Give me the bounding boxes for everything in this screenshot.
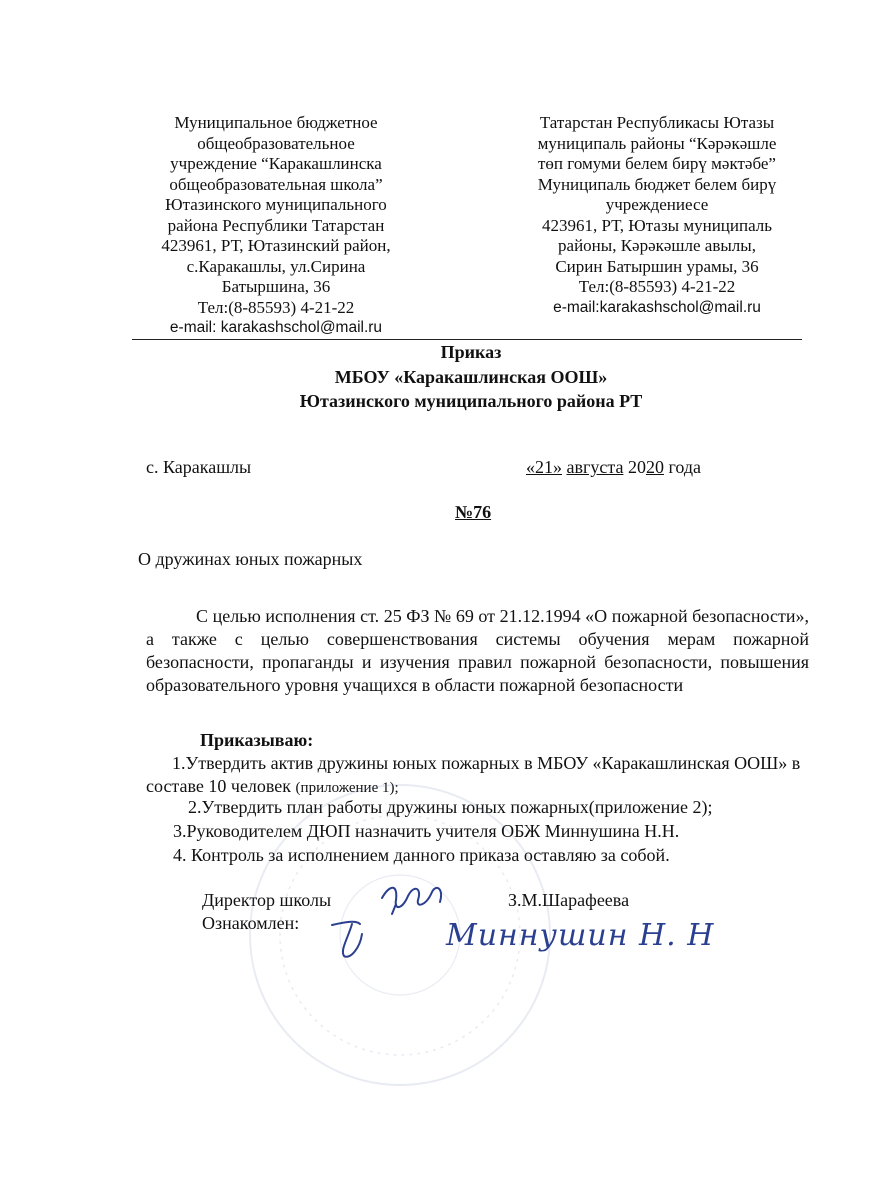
header-right-line: муниципаль районы “Кәрәкәшле — [537, 133, 777, 153]
header-right-line: төп гомуми белем бирү мәктәбе” — [538, 154, 776, 173]
director-signature — [382, 888, 441, 914]
header-left-line: учреждение “Каракашлинска — [170, 154, 382, 173]
header-left-line: 423961, РТ, Ютазинский район, — [161, 236, 391, 255]
header-left-line: Ютазинского муниципального — [165, 195, 387, 214]
date-month: августа — [566, 457, 624, 477]
place: с. Каракашлы — [146, 457, 252, 477]
handwritten-name: Миннушин Н. Н — [446, 918, 715, 953]
header-right-line: Сирин Батыршин урамы, 36 — [555, 256, 759, 276]
district-name: Ютазинского муниципального района РТ — [299, 391, 643, 411]
order-item-2: 2.Утвердить план работы дружины юных пожарных(приложение 2); — [188, 797, 713, 817]
date-day: «21» — [526, 457, 562, 477]
order-item-4: 4. Контроль за исполнением данного приказа оставляю за собой. — [173, 845, 670, 865]
item1-note: (приложение 1); — [295, 780, 399, 796]
item1-text: 1.Утвердить актив дружины юных пожарных в МБОУ «Каракашлинская ООШ» в составе 10 человек — [146, 753, 801, 796]
header-right-email: e-mail:karakashschol@mail.ru — [553, 298, 761, 316]
header-right-line: районы, Кәрәкәшле авылы, — [558, 236, 756, 255]
header-right-line: Татарстан Республикасы Ютазы — [539, 113, 775, 132]
header-right-line: 423961, РТ, Ютазы муниципаль — [541, 215, 773, 235]
header-right-line: Муниципаль бюджет белем бирү — [537, 174, 777, 194]
header-left-line: с.Каракашлы, ул.Сирина — [186, 256, 366, 276]
header-left-email: e-mail: karakashschol@mail.ru — [169, 319, 383, 336]
header-left-line: общеобразовательное — [197, 133, 355, 153]
order-subject: О дружинах юных пожарных — [138, 549, 363, 569]
header-right-line: Тел:(8-85593) 4-21-22 — [578, 277, 736, 296]
acquainted-label: Ознакомлен: — [202, 913, 300, 933]
header-left-line: общеобразовательная школа” — [169, 174, 383, 194]
date-year-suffix: 20 — [645, 457, 664, 477]
date-year-prefix: 20 — [627, 457, 646, 477]
header-right-line: учреждениесе — [605, 195, 709, 214]
order-word: Приказываю: — [200, 730, 314, 750]
header-left-line: Тел:(8-85593) 4-21-22 — [197, 297, 355, 317]
order-item-3: 3.Руководителем ДЮП назначить учителя ОБЖ Миннушина Н.Н. — [173, 821, 680, 841]
header-left-line: района Республики Татарстан — [167, 215, 385, 235]
header-left-line: Муниципальное бюджетное — [174, 113, 378, 132]
school-name: МБОУ «Каракашлинская ООШ» — [334, 367, 608, 387]
preamble-text: С целью исполнения ст. 25 ФЗ № 69 от 21.12.1994 «О пожарной безопасности», а также с целью совершенствования системы обучения мерам пожарной безопасности, пропаганды и изучения правил пожарной безопасности, повышения образовательного уровня учащихся в области пожарной безопасности — [146, 606, 809, 695]
order-title: Приказ — [440, 342, 502, 362]
header-left-line: Батыршина, 36 — [221, 277, 331, 296]
date-year-word: года — [668, 457, 702, 477]
acquainted-signature-mark — [332, 922, 362, 957]
director-label: Директор школы — [202, 890, 332, 910]
order-number: №76 — [455, 502, 492, 522]
director-name: З.М.Шарафеева — [508, 890, 630, 910]
